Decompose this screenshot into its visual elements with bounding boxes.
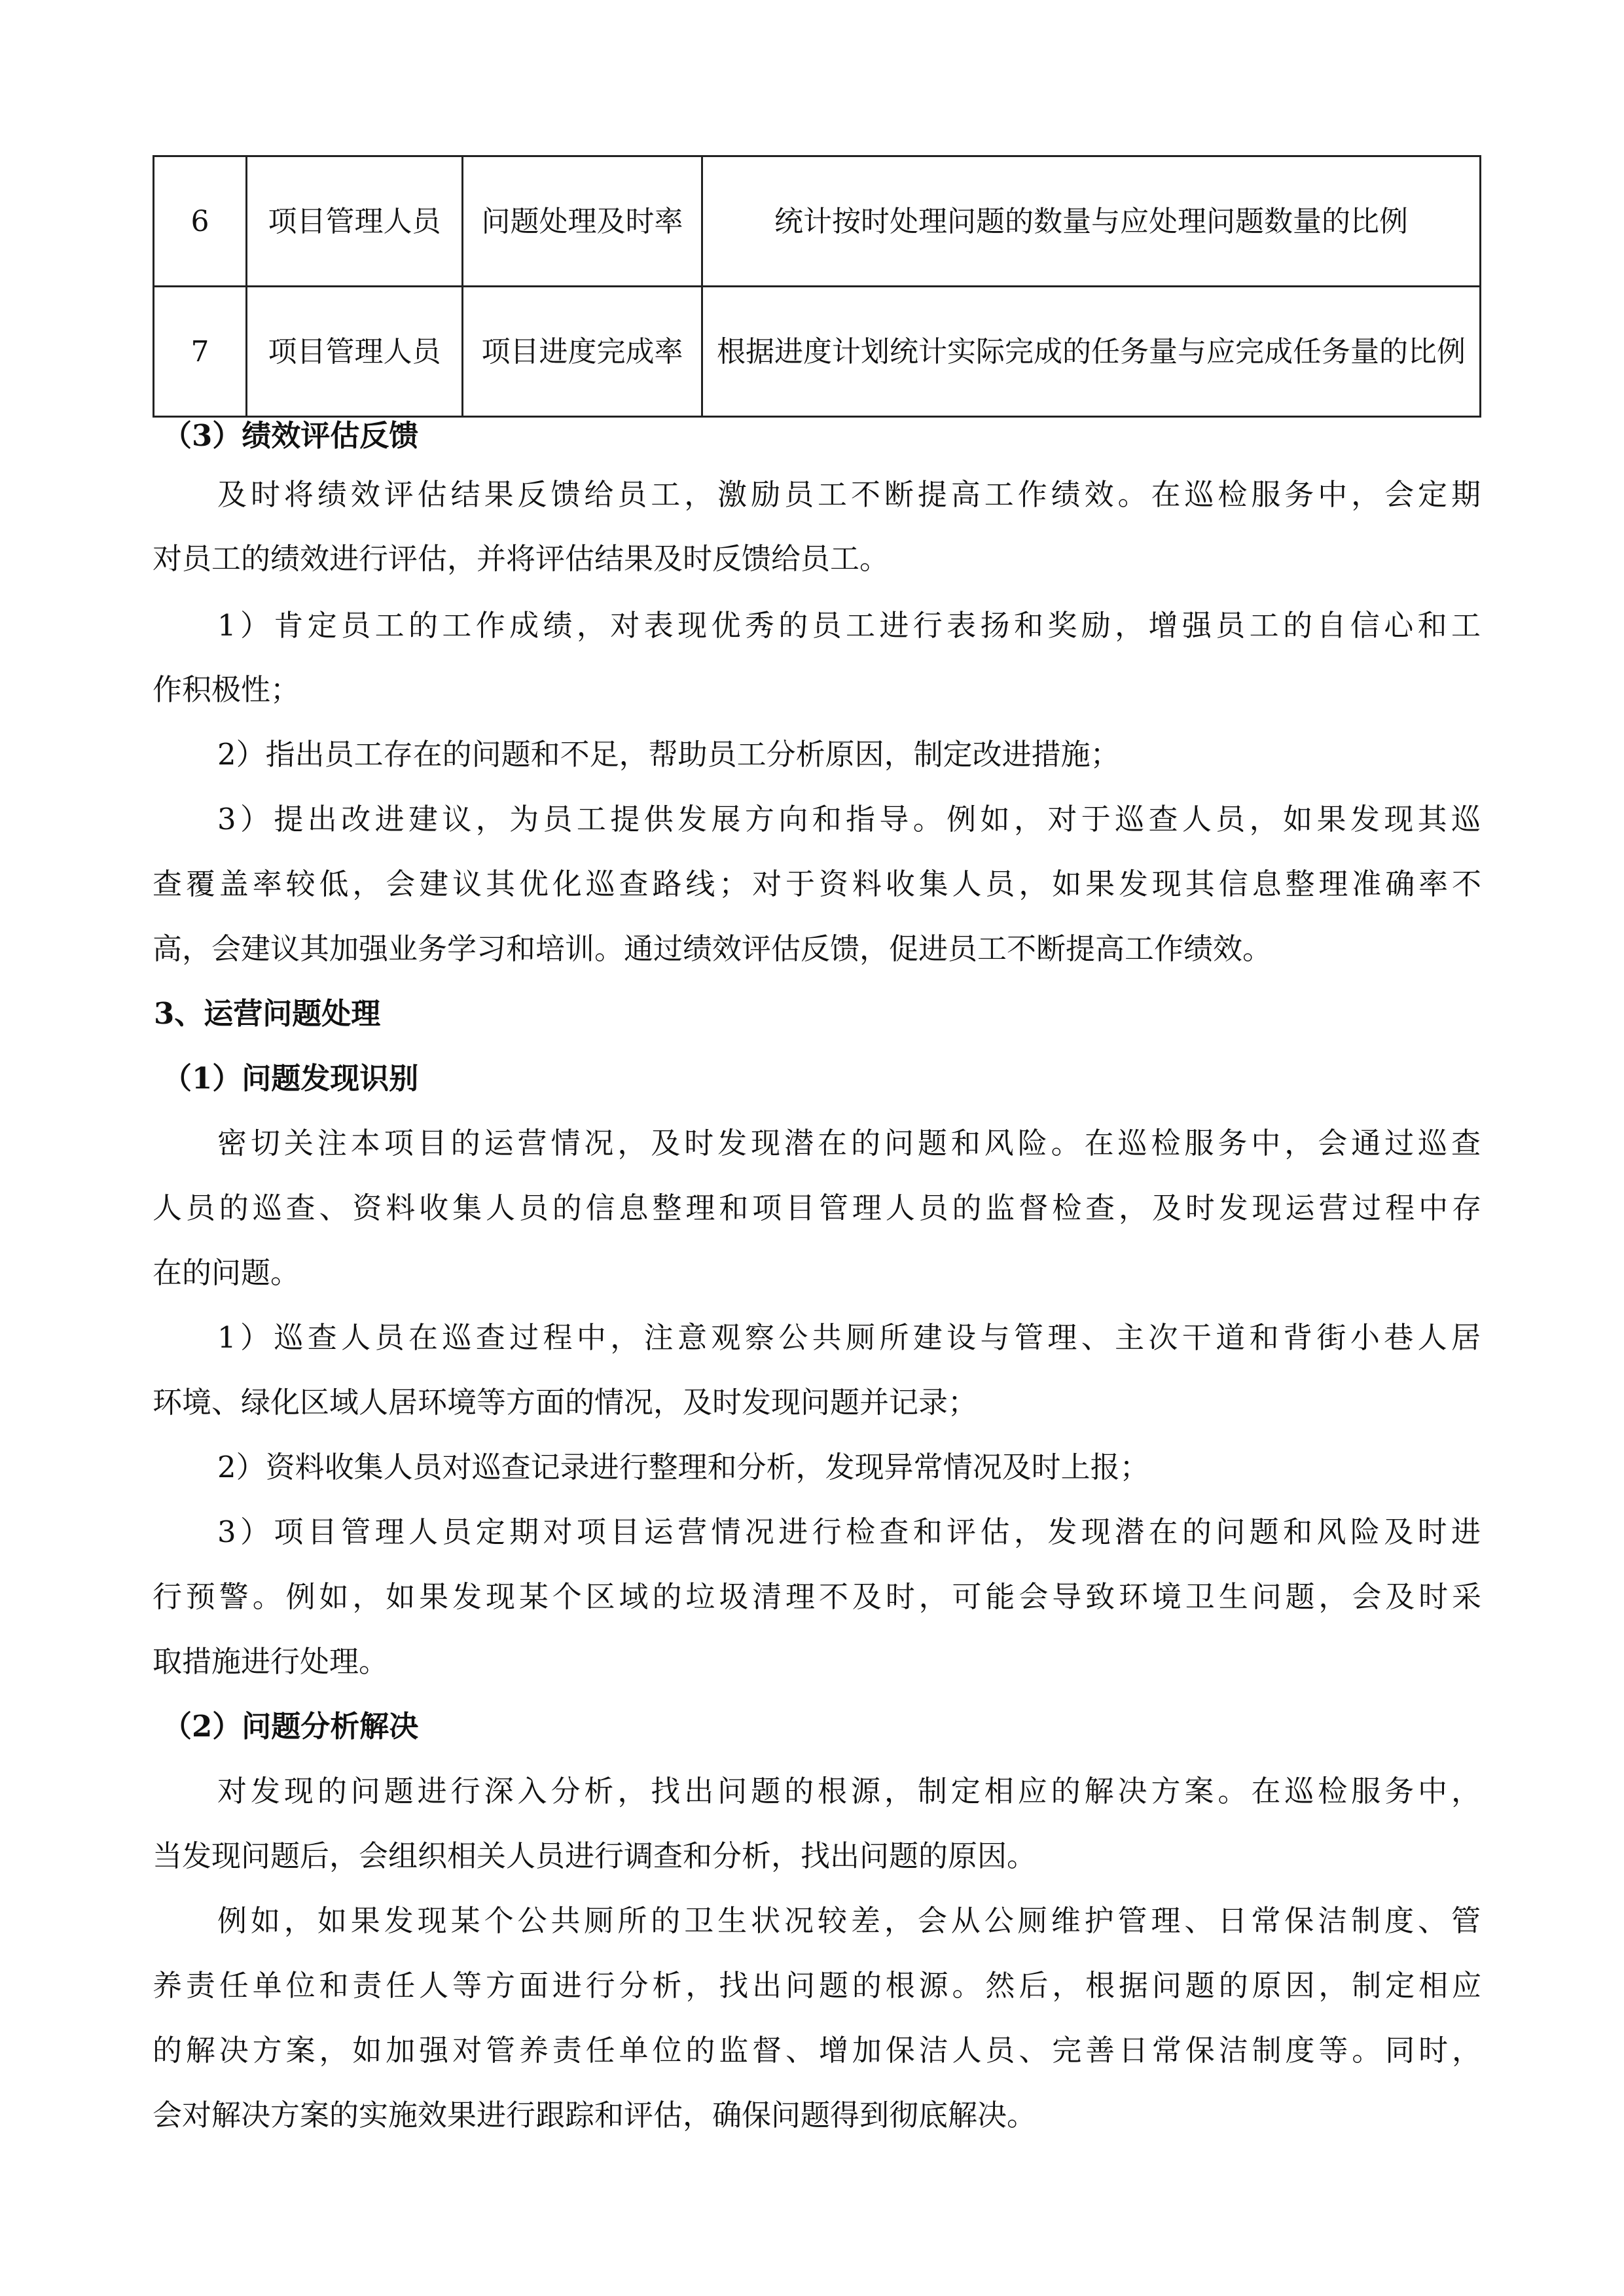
paragraph-line: 养责任单位和责任人等方面进行分析，找出问题的根源。然后，根据问题的原因，制定相应 — [153, 1968, 1481, 2003]
table-cell-no: 7 — [154, 287, 247, 417]
list-item-line: 2）资料收集人员对巡查记录进行整理和分析，发现异常情况及时上报； — [217, 1450, 1149, 1484]
section-heading: （2）问题分析解决 — [162, 1709, 419, 1744]
list-item-line: 行预警。例如，如果发现某个区域的垃圾清理不及时，可能会导致环境卫生问题，会及时采 — [153, 1579, 1481, 1614]
table-row — [154, 156, 1481, 287]
list-item-line: 取措施进行处理。 — [153, 1644, 389, 1679]
table-cell-description: 根据进度计划统计实际完成的任务量与应完成任务量的比例 — [702, 287, 1481, 417]
paragraph-line: 人员的巡查、资料收集人员的信息整理和项目管理人员的监督检查，及时发现运营过程中存 — [153, 1191, 1481, 1225]
list-item-line: 3）提出改进建议，为员工提供发展方向和指导。例如，对于巡查人员，如果发现其巡 — [217, 802, 1481, 836]
section-heading: （1）问题发现识别 — [162, 1061, 419, 1096]
paragraph-line: 密切关注本项目的运营情况，及时发现潜在的问题和风险。在巡检服务中，会通过巡查 — [217, 1126, 1481, 1160]
paragraph-line: 在的问题。 — [153, 1255, 300, 1290]
kpi-table — [153, 155, 1481, 418]
table-cell-indicator: 项目进度完成率 — [463, 287, 702, 417]
list-item-line: 2）指出员工存在的问题和不足，帮助员工分析原因，制定改进措施； — [217, 737, 1120, 772]
paragraph-line: 对员工的绩效进行评估，并将评估结果及时反馈给员工。 — [153, 541, 890, 576]
table-cell-role: 项目管理人员 — [247, 287, 463, 417]
list-item-line: 作积极性； — [153, 672, 300, 707]
paragraph-line: 的解决方案，如加强对管养责任单位的监督、增加保洁人员、完善日常保洁制度等。同时， — [153, 2033, 1481, 2068]
paragraph-line: 例如，如果发现某个公共厕所的卫生状况较差，会从公厕维护管理、日常保洁制度、管 — [217, 1903, 1481, 1938]
list-item-line: 查覆盖率较低，会建议其优化巡查路线；对于资料收集人员，如果发现其信息整理准确率不 — [153, 867, 1481, 901]
paragraph-line: 会对解决方案的实施效果进行跟踪和评估，确保问题得到彻底解决。 — [153, 2098, 1037, 2132]
list-item-line: 3）项目管理人员定期对项目运营情况进行检查和评估，发现潜在的问题和风险及时进 — [217, 1515, 1481, 1549]
paragraph-line: 及时将绩效评估结果反馈给员工，激励员工不断提高工作绩效。在巡检服务中，会定期 — [217, 477, 1481, 512]
paragraph-line: 对发现的问题进行深入分析，找出问题的根源，制定相应的解决方案。在巡检服务中， — [217, 1774, 1481, 1808]
paragraph-line: 当发现问题后，会组织相关人员进行调查和分析，找出问题的原因。 — [153, 1839, 1037, 1873]
list-item-line: 环境、绿化区域人居环境等方面的情况，及时发现问题并记录； — [153, 1385, 978, 1420]
table-cell-no: 6 — [154, 156, 247, 287]
table-row — [154, 287, 1481, 417]
list-item-line: 1）巡查人员在巡查过程中，注意观察公共厕所建设与管理、主次干道和背街小巷人居 — [217, 1320, 1481, 1355]
table-cell-role: 项目管理人员 — [247, 156, 463, 287]
table-cell-description: 统计按时处理问题的数量与应处理问题数量的比例 — [702, 156, 1481, 287]
section-heading: （3）绩效评估反馈 — [162, 418, 419, 453]
table-cell-indicator: 问题处理及时率 — [463, 156, 702, 287]
list-item-line: 1）肯定员工的工作成绩，对表现优秀的员工进行表扬和奖励，增强员工的自信心和工 — [217, 608, 1481, 643]
list-item-line: 高，会建议其加强业务学习和培训。通过绩效评估反馈，促进员工不断提高工作绩效。 — [153, 931, 1272, 966]
chapter-heading: 3、运营问题处理 — [154, 996, 381, 1031]
